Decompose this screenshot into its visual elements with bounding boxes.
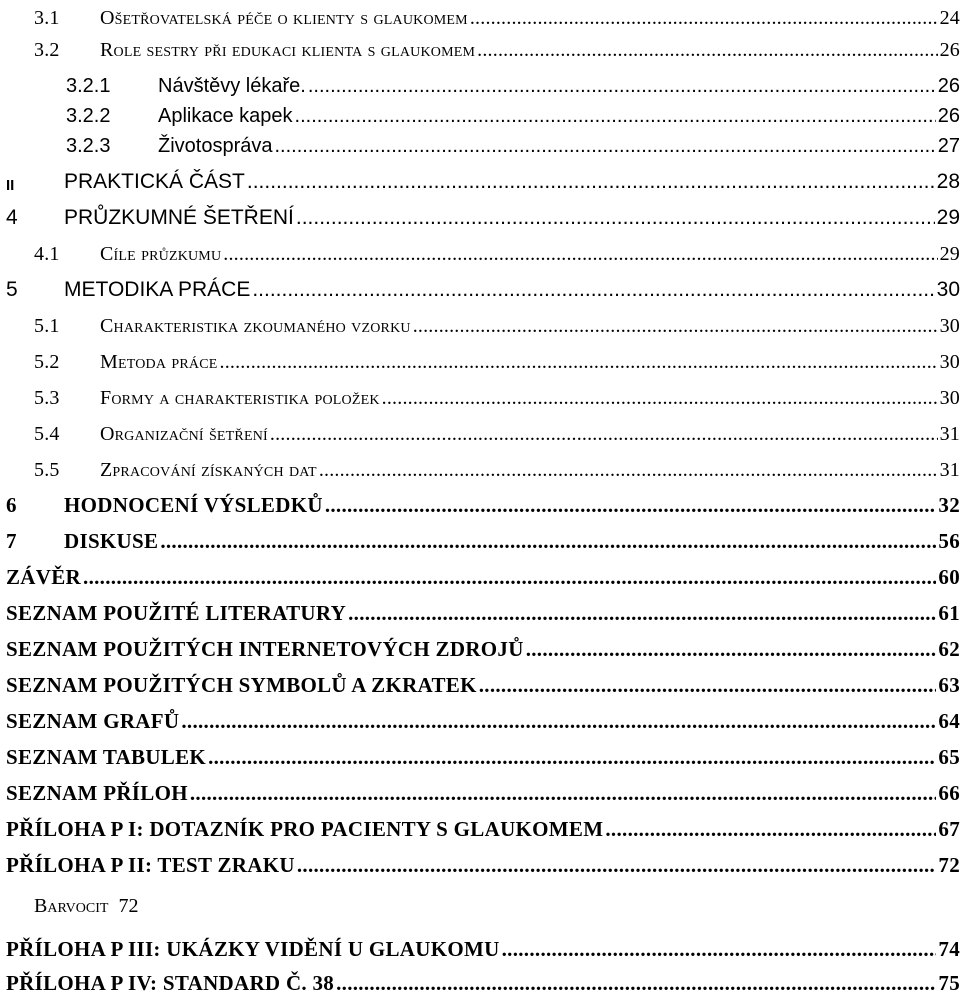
toc-entry-4-1[interactable] bbox=[0, 236, 960, 266]
toc-entry-number: 4 bbox=[6, 206, 18, 229]
dot-leader bbox=[190, 781, 937, 806]
toc-entry-page: 75 bbox=[938, 971, 960, 995]
toc-entry-3-2[interactable] bbox=[0, 32, 960, 62]
toc-entry-page: 30 bbox=[939, 351, 960, 373]
toc-entry-number: 3.2 bbox=[34, 39, 60, 61]
dot-leader bbox=[319, 459, 938, 482]
toc-entry-3-1[interactable] bbox=[0, 0, 960, 30]
dot-leader bbox=[295, 105, 936, 128]
toc-entry-page: 72 bbox=[118, 895, 139, 917]
toc-entry-page: 27 bbox=[937, 135, 960, 157]
toc-entry-title: Charakteristika zkoumaného vzorku bbox=[100, 315, 411, 337]
toc-entry-page: 32 bbox=[938, 493, 960, 517]
toc-entry-5-3[interactable] bbox=[0, 380, 960, 410]
toc-entry-7[interactable] bbox=[0, 524, 960, 554]
dot-leader bbox=[208, 745, 936, 770]
toc-entry-title: Zpracování získaných dat bbox=[100, 459, 317, 481]
toc-entry-page: 66 bbox=[938, 781, 960, 805]
toc-entry-page: 29 bbox=[939, 243, 960, 265]
toc-entry-page: 64 bbox=[938, 709, 960, 733]
toc-entry-number: 5.5 bbox=[34, 459, 60, 481]
toc-entry-title: SEZNAM TABULEK bbox=[6, 745, 207, 769]
toc-entry-title: SEZNAM PŘÍLOH bbox=[6, 781, 188, 805]
dot-leader bbox=[382, 387, 938, 410]
toc-entry-title: METODIKA PRÁCE bbox=[64, 278, 251, 301]
toc-entry-page: 60 bbox=[938, 565, 960, 589]
dot-leader bbox=[348, 601, 936, 626]
toc-entry-3-2-1[interactable] bbox=[0, 68, 960, 98]
toc-entry-appendix-2[interactable] bbox=[0, 848, 960, 878]
toc-entry-title: ZÁVĚR bbox=[6, 565, 82, 589]
toc-entry-page: 29 bbox=[936, 206, 960, 229]
toc-entry-title: Návštěvy lékaře. bbox=[158, 75, 306, 97]
toc-entry-title: SEZNAM POUŽITÝCH SYMBOLŮ A ZKRATEK bbox=[6, 673, 477, 697]
toc-entry-page: 72 bbox=[938, 853, 960, 877]
toc-entry-tables[interactable] bbox=[0, 740, 960, 770]
toc-entry-number: 5.1 bbox=[34, 315, 60, 337]
dot-leader bbox=[413, 315, 938, 338]
toc-entry-appendix-3[interactable] bbox=[0, 932, 960, 962]
toc-entry-title: Životospráva bbox=[158, 135, 273, 157]
toc-entry-title: Ošetřovatelská péče o klienty s glaukomem bbox=[100, 7, 468, 29]
toc-entry-3-2-3[interactable] bbox=[0, 128, 960, 158]
toc-entry-number: II bbox=[6, 177, 15, 194]
dot-leader bbox=[297, 853, 937, 878]
dot-leader bbox=[220, 351, 938, 374]
toc-entry-part-ii[interactable] bbox=[0, 164, 960, 194]
toc-entry-title: PŘÍLOHA P IV: STANDARD Č. 38 bbox=[6, 971, 335, 995]
toc-entry-number: 5 bbox=[6, 278, 18, 301]
toc-entry-title: PŘÍLOHA P I: DOTAZNÍK PRO PACIENTY S GLAUKOMEM bbox=[6, 817, 604, 841]
toc-entry-appendices[interactable] bbox=[0, 776, 960, 806]
dot-leader bbox=[526, 637, 937, 662]
toc-entry-abbreviations[interactable] bbox=[0, 668, 960, 698]
toc-entry-title: Organizační šetření bbox=[100, 423, 268, 445]
toc-entry-zaver[interactable] bbox=[0, 560, 960, 590]
toc-entry-title: SEZNAM POUŽITÝCH INTERNETOVÝCH ZDROJŮ bbox=[6, 637, 524, 661]
dot-leader bbox=[502, 937, 937, 962]
toc-entry-page: 67 bbox=[938, 817, 960, 841]
toc-entry-number: 3.2.3 bbox=[66, 135, 111, 157]
toc-entry-number: 5.4 bbox=[34, 423, 60, 445]
dot-leader bbox=[470, 7, 938, 30]
dot-leader bbox=[181, 709, 936, 734]
toc-entry-5-5[interactable] bbox=[0, 452, 960, 482]
toc-entry-internet-sources[interactable] bbox=[0, 632, 960, 662]
toc-entry-title: DISKUSE bbox=[64, 529, 159, 553]
dot-leader bbox=[252, 278, 934, 302]
toc-entry-page: 62 bbox=[938, 637, 960, 661]
toc-entry-page: 26 bbox=[937, 75, 960, 97]
toc-entry-page: 30 bbox=[936, 278, 960, 301]
toc-entry-page: 24 bbox=[939, 7, 960, 29]
dot-leader bbox=[247, 170, 935, 194]
toc-entry-5[interactable] bbox=[0, 272, 960, 302]
toc-entry-page: 30 bbox=[939, 387, 960, 409]
toc-entry-title: HODNOCENÍ VÝSLEDKŮ bbox=[64, 493, 323, 517]
toc-entry-page: 74 bbox=[938, 937, 960, 961]
toc-entry-title: PRŮZKUMNÉ ŠETŘENÍ bbox=[64, 206, 294, 229]
toc-entry-graphs[interactable] bbox=[0, 704, 960, 734]
toc-entry-title: PŘÍLOHA P II: TEST ZRAKU bbox=[6, 853, 295, 877]
toc-entry-literature[interactable] bbox=[0, 596, 960, 626]
dot-leader bbox=[336, 971, 936, 996]
dot-leader bbox=[223, 243, 937, 266]
toc-entry-number: 5.3 bbox=[34, 387, 60, 409]
toc-entry-number: 6 bbox=[6, 493, 17, 517]
toc-entry-title: PRAKTICKÁ ČÁST bbox=[64, 170, 245, 193]
toc-entry-number: 3.1 bbox=[34, 7, 60, 29]
toc-entry-title: Barvocit bbox=[34, 895, 109, 917]
toc-entry-5-2[interactable] bbox=[0, 344, 960, 374]
toc-entry-number: 3.2.1 bbox=[66, 75, 111, 97]
toc-entry-number: 3.2.2 bbox=[66, 105, 111, 127]
dot-leader bbox=[275, 135, 936, 158]
dot-leader bbox=[308, 75, 936, 98]
toc-entry-title: Formy a charakteristika položek bbox=[100, 387, 380, 409]
dot-leader bbox=[605, 817, 936, 842]
toc-entry-3-2-2[interactable] bbox=[0, 98, 960, 128]
toc-entry-title: SEZNAM GRAFŮ bbox=[6, 709, 180, 733]
toc-entry-page: 31 bbox=[939, 459, 960, 481]
toc-entry-page: 26 bbox=[939, 39, 960, 61]
toc-entry-page: 26 bbox=[937, 105, 960, 127]
toc-entry-page: 30 bbox=[939, 315, 960, 337]
dot-leader bbox=[270, 423, 938, 446]
toc-entry-5-1[interactable] bbox=[0, 308, 960, 338]
dot-leader bbox=[160, 529, 936, 554]
toc-entry-5-4[interactable] bbox=[0, 416, 960, 446]
dot-leader bbox=[479, 673, 937, 698]
toc-entry-title: Aplikace kapek bbox=[158, 105, 293, 127]
toc-entry-6[interactable] bbox=[0, 488, 960, 518]
toc-entry-page: 56 bbox=[938, 529, 960, 553]
toc-entry-page: 61 bbox=[938, 601, 960, 625]
dot-leader bbox=[296, 206, 935, 230]
toc-entry-title: Role sestry při edukaci klienta s glaukomem bbox=[100, 39, 476, 61]
toc-entry-number: 5.2 bbox=[34, 351, 60, 373]
toc-entry-page: 65 bbox=[938, 745, 960, 769]
dot-leader bbox=[477, 39, 937, 62]
toc-entry-title: Cíle průzkumu bbox=[100, 243, 222, 265]
toc-entry-page: 31 bbox=[939, 423, 960, 445]
toc-entry-number: 4.1 bbox=[34, 243, 60, 265]
toc-entry-appendix-4[interactable] bbox=[0, 966, 960, 996]
toc-entry-page: 28 bbox=[936, 170, 960, 193]
toc-entry-title: PŘÍLOHA P III: UKÁZKY VIDĚNÍ U GLAUKOMU bbox=[6, 937, 500, 961]
toc-entry-title: SEZNAM POUŽITÉ LITERATURY bbox=[6, 601, 347, 625]
toc-entry-barvocit[interactable] bbox=[0, 888, 960, 918]
toc-entry-title: Metoda práce bbox=[100, 351, 218, 373]
dot-leader bbox=[83, 565, 936, 590]
toc-entry-number: 7 bbox=[6, 529, 17, 553]
dot-leader bbox=[325, 493, 937, 518]
toc-entry-4[interactable] bbox=[0, 200, 960, 230]
toc-entry-appendix-1[interactable] bbox=[0, 812, 960, 842]
toc-entry-page: 63 bbox=[938, 673, 960, 697]
